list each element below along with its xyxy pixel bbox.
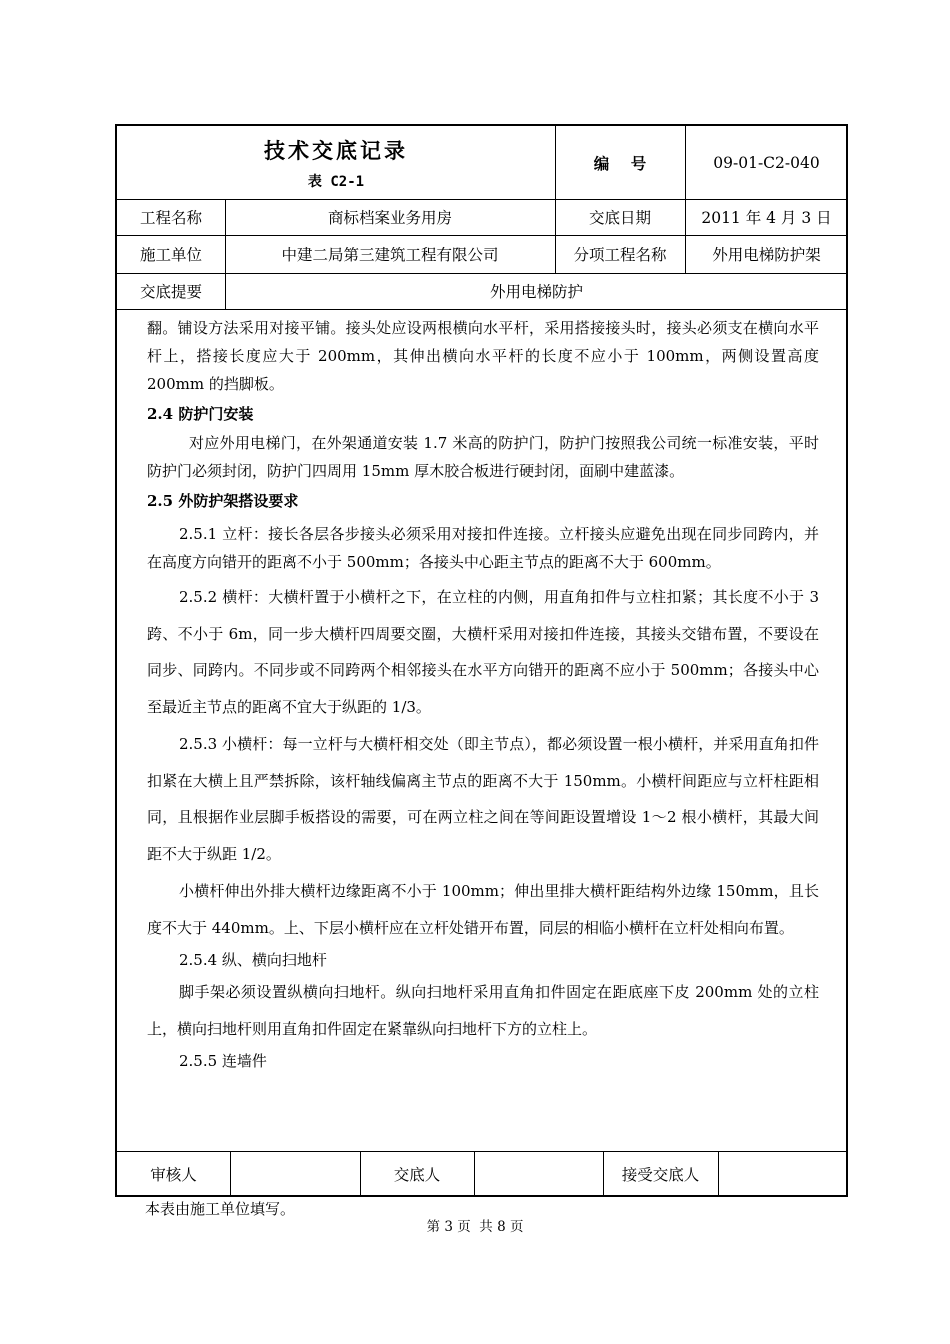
content-paragraph: 2.5.5 连墙件 <box>179 1052 267 1070</box>
construction-unit-value: 中建二局第三建筑工程有限公司 <box>281 246 499 264</box>
content-paragraph: 2.5.3 小横杆：每一立杆与大横杆相交处（即主节点），都必须设置一根小横杆，并采用直角扣件扣紧在大横上且严禁拆除，该杆轴线偏离主节点的距离不大于 150mm。小横杆间距应与立杆柱距相同，且根据作业层脚手板搭设的需要，可在两立柱之间在等间距设置增设 1～2 根小横杆，其最大间距不大于纵距 1/2。 <box>147 735 819 863</box>
disclosure-date-value: 2011 年 4 月 3 日 <box>701 209 832 227</box>
reviewer-field[interactable] <box>230 1151 360 1197</box>
row-divider <box>117 309 846 310</box>
reviewer-label: 审核人 <box>150 1166 197 1184</box>
content-paragraph: 2.5.4 纵、横向扫地杆 <box>179 951 327 969</box>
form-code: 表 C2-1 <box>307 173 365 190</box>
form-footnote: 本表由施工单位填写。 <box>145 1200 296 1218</box>
receiver-label: 接受交底人 <box>621 1166 700 1184</box>
subproject-value: 外用电梯防护架 <box>712 246 821 264</box>
disclosure-record-form <box>115 124 848 1197</box>
disclosure-content <box>147 314 819 1075</box>
construction-unit-label: 施工单位 <box>139 246 202 264</box>
form-title: 技术交底记录 <box>264 138 408 163</box>
receiver-field[interactable] <box>718 1151 848 1197</box>
page-number: 第 3 页 共 8 页 <box>426 1219 524 1235</box>
summary-value: 外用电梯防护 <box>489 283 583 301</box>
number-value: 09-01-C2-040 <box>713 153 820 172</box>
number-label: 编 号 <box>593 154 647 173</box>
discloser-field[interactable] <box>474 1151 603 1197</box>
section-heading: 2.5 外防护架搭设要求 <box>147 492 299 510</box>
content-paragraph: 小横杆伸出外排大横杆边缘距离不小于 100mm；伸出里排大横杆距结构外边缘 150mm，且长度不大于 440mm。上、下层小横杆应在立杆处错开布置，同层的相临小横杆在立杆处相向布置。 <box>147 882 819 937</box>
content-paragraph: 翻。铺设方法采用对接平铺。接头处应设两根横向水平杆，采用搭接接头时，接头必须支在横向水平杆上，搭接长度应大于 200mm，其伸出横向水平杆的长度不应小于 100mm，两侧设置高度 200mm 的挡脚板。 <box>147 319 819 393</box>
disclosure-date-label: 交底日期 <box>588 209 651 227</box>
summary-label: 交底提要 <box>139 283 202 301</box>
section-heading: 2.4 防护门安装 <box>147 405 254 423</box>
form-title-block <box>117 126 555 199</box>
subproject-label: 分项工程名称 <box>573 246 667 264</box>
content-paragraph: 2.5.1 立杆：接长各层各步接头必须采用对接扣件连接。立杆接头应避免出现在同步同跨内，并在高度方向错开的距离不小于 500mm；各接头中心距主节点的距离不大于 600mm。 <box>147 525 819 571</box>
project-name-label: 工程名称 <box>139 209 202 227</box>
content-paragraph: 对应外用电梯门，在外架通道安装 1.7 米高的防护门，防护门按照我公司统一标准安装，平时防护门必须封闭，防护门四周用 15mm 厚木胶合板进行硬封闭，面刷中建蓝漆。 <box>147 434 819 480</box>
content-paragraph: 脚手架必须设置纵横向扫地杆。纵向扫地杆采用直角扣件固定在距底座下皮 200mm 处的立柱上，横向扫地杆则用直角扣件固定在紧靠纵向扫地杆下方的立柱上。 <box>147 983 819 1038</box>
project-name-value: 商标档案业务用房 <box>327 209 452 227</box>
discloser-label: 交底人 <box>393 1166 441 1184</box>
content-paragraph: 2.5.2 横杆：大横杆置于小横杆之下，在立柱的内侧，用直角扣件与立柱扣紧；其长度不小于 3 跨、不小于 6m，同一步大横杆四周要交圈，大横杆采用对接扣件连接，其接头交错布置，不要设在同步、同跨内。不同步或不同跨两个相邻接头在水平方向错开的距离不应小于 500mm；各接头中心至最近主节点的距离不宜大于纵距的 1/3。 <box>147 588 819 716</box>
